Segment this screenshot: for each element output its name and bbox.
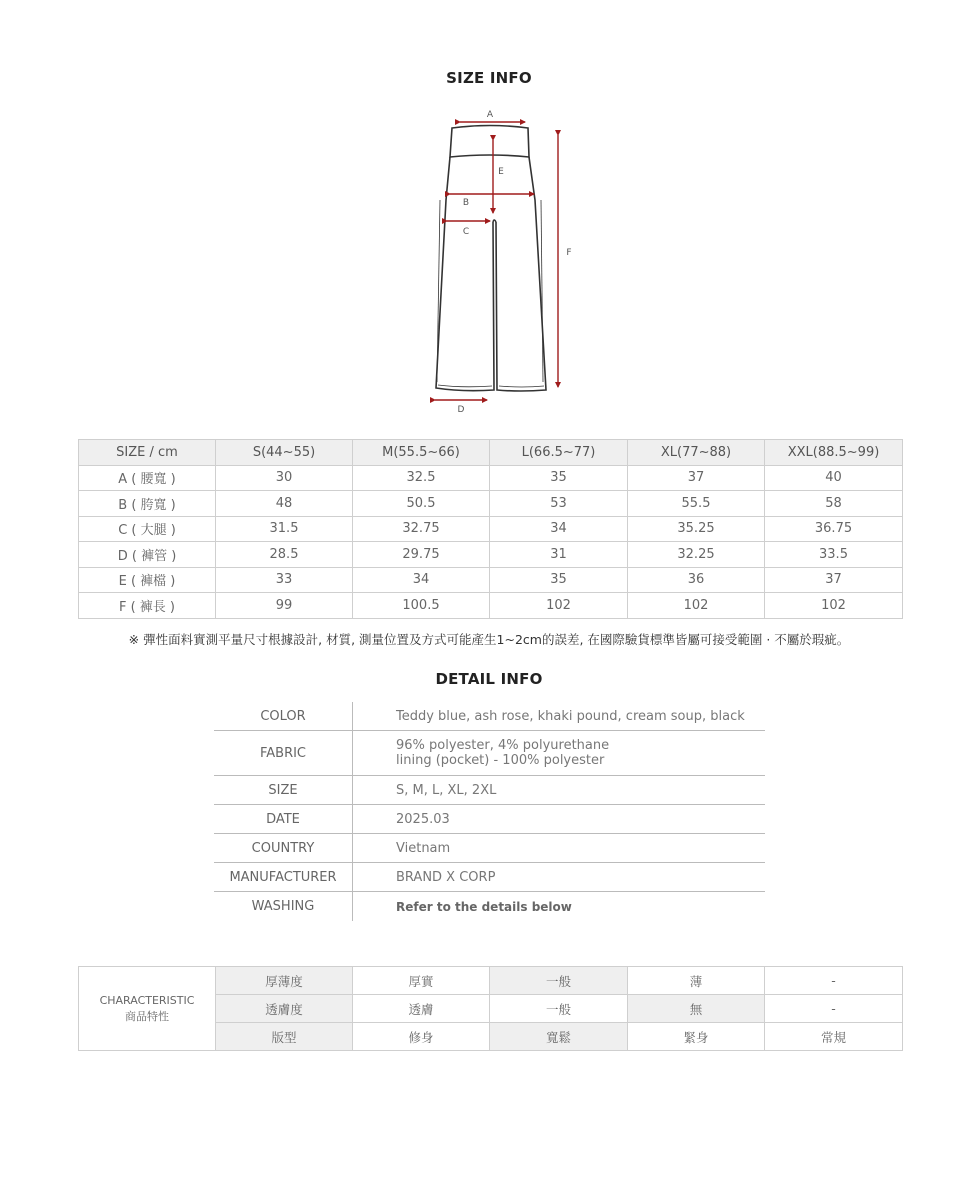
detail-label: FABRIC (259, 745, 307, 761)
table-cell: 35.25 (628, 516, 765, 542)
characteristic-option: 一般 (490, 995, 628, 1023)
detail-row-fabric (214, 731, 765, 776)
detail-label: COLOR (260, 708, 306, 724)
characteristic-option: 修身 (353, 1023, 490, 1051)
characteristic-label-zh: 商品特性 (125, 1009, 169, 1023)
table-cell: 34 (353, 567, 490, 593)
characteristic-option: 常規 (765, 1023, 903, 1051)
table-row (79, 567, 903, 593)
detail-value: Vietnam (396, 840, 451, 856)
table-cell: 40 (765, 465, 903, 491)
table-cell: 33 (216, 567, 353, 593)
detail-value: 2025.03 (396, 811, 450, 827)
detail-value: BRAND X CORP (396, 869, 496, 885)
table-row (79, 465, 903, 491)
table-cell: 55.5 (628, 491, 765, 517)
table-cell: 100.5 (353, 593, 490, 619)
table-row (79, 491, 903, 517)
size-table-header-row (79, 440, 903, 466)
table-cell: 99 (216, 593, 353, 619)
table-cell: 32.25 (628, 542, 765, 568)
measure-label: A ( 腰寬 ) (79, 465, 216, 491)
size-info-title: SIZE INFO (446, 69, 532, 87)
measure-label: C ( 大腿 ) (79, 516, 216, 542)
detail-value: Teddy blue, ash rose, khaki pound, cream soup, black (396, 708, 745, 724)
detail-row-manufacturer (214, 863, 765, 892)
table-cell: 102 (490, 593, 628, 619)
detail-label: COUNTRY (251, 840, 315, 856)
size-col-header: SIZE / cm (79, 440, 216, 466)
detail-label: WASHING (251, 899, 315, 914)
size-col-header: XL(77~88) (628, 440, 765, 466)
table-cell: 34 (490, 516, 628, 542)
table-cell: 28.5 (216, 542, 353, 568)
pants-measurement-diagram (420, 100, 580, 420)
detail-row-washing (214, 892, 765, 921)
detail-label: SIZE (268, 782, 298, 798)
table-cell: 35 (490, 567, 628, 593)
size-table (78, 439, 903, 619)
detail-value: Refer to the details below (396, 899, 572, 914)
table-cell: 102 (628, 593, 765, 619)
characteristic-option: 厚實 (353, 967, 490, 995)
measure-label: E ( 褲檔 ) (79, 567, 216, 593)
table-cell: 37 (765, 567, 903, 593)
characteristic-option: 緊身 (628, 1023, 765, 1051)
table-cell: 32.75 (353, 516, 490, 542)
table-cell: 48 (216, 491, 353, 517)
label-f: F (566, 248, 572, 258)
table-cell: 36 (628, 567, 765, 593)
characteristic-option-selected: 一般 (490, 967, 628, 995)
table-cell: 31 (490, 542, 628, 568)
label-d: D (457, 405, 465, 415)
table-row (79, 967, 903, 995)
table-cell: 53 (490, 491, 628, 517)
table-cell: 32.5 (353, 465, 490, 491)
characteristic-name: 版型 (216, 1023, 353, 1051)
table-row (79, 542, 903, 568)
size-col-header: M(55.5~66) (353, 440, 490, 466)
characteristic-name: 厚薄度 (216, 967, 353, 995)
characteristic-option: - (765, 967, 903, 995)
table-cell: 102 (765, 593, 903, 619)
characteristic-label-en: CHARACTERISTIC (99, 993, 195, 1007)
fabric-line-2: lining (pocket) - 100% polyester (396, 753, 605, 768)
label-a: A (486, 110, 494, 120)
table-cell: 29.75 (353, 542, 490, 568)
detail-label: MANUFACTURER (229, 869, 337, 885)
size-disclaimer-note: ※ 彈性面料實測平量尺寸根據設計, 材質, 測量位置及方式可能產生1~2cm的誤差, 在國際驗貨標準皆屬可接受範圍 · 不屬於瑕疵。 (128, 632, 850, 647)
measure-label: D ( 褲管 ) (79, 542, 216, 568)
table-cell: 35 (490, 465, 628, 491)
table-cell: 33.5 (765, 542, 903, 568)
detail-value (353, 738, 609, 768)
size-col-header: S(44~55) (216, 440, 353, 466)
characteristic-option-selected: 寬鬆 (490, 1023, 628, 1051)
detail-label: DATE (266, 811, 300, 827)
characteristic-heading (79, 967, 216, 1051)
label-b: B (462, 198, 470, 208)
detail-row-country (214, 834, 765, 863)
detail-row-color (214, 702, 765, 731)
label-e: E (498, 167, 504, 177)
characteristic-option-selected: 無 (628, 995, 765, 1023)
detail-row-size (214, 776, 765, 805)
pants-outline (436, 126, 546, 392)
characteristic-option: 薄 (628, 967, 765, 995)
table-row (79, 516, 903, 542)
detail-info-title: DETAIL INFO (435, 670, 543, 688)
table-cell: 36.75 (765, 516, 903, 542)
table-row (79, 593, 903, 619)
size-col-header: XXL(88.5~99) (765, 440, 903, 466)
table-cell: 50.5 (353, 491, 490, 517)
table-cell: 31.5 (216, 516, 353, 542)
characteristic-table (78, 966, 903, 1051)
detail-value: S, M, L, XL, 2XL (396, 782, 497, 798)
table-cell: 58 (765, 491, 903, 517)
measure-label: F ( 褲長 ) (79, 593, 216, 619)
detail-info-list (214, 702, 765, 921)
label-c: C (462, 227, 470, 237)
table-cell: 30 (216, 465, 353, 491)
table-cell: 37 (628, 465, 765, 491)
characteristic-name: 透膚度 (216, 995, 353, 1023)
characteristic-option: - (765, 995, 903, 1023)
detail-row-date (214, 805, 765, 834)
measure-label: B ( 胯寬 ) (79, 491, 216, 517)
size-col-header: L(66.5~77) (490, 440, 628, 466)
characteristic-option: 透膚 (353, 995, 490, 1023)
fabric-line-1: 96% polyester, 4% polyurethane (396, 738, 610, 753)
